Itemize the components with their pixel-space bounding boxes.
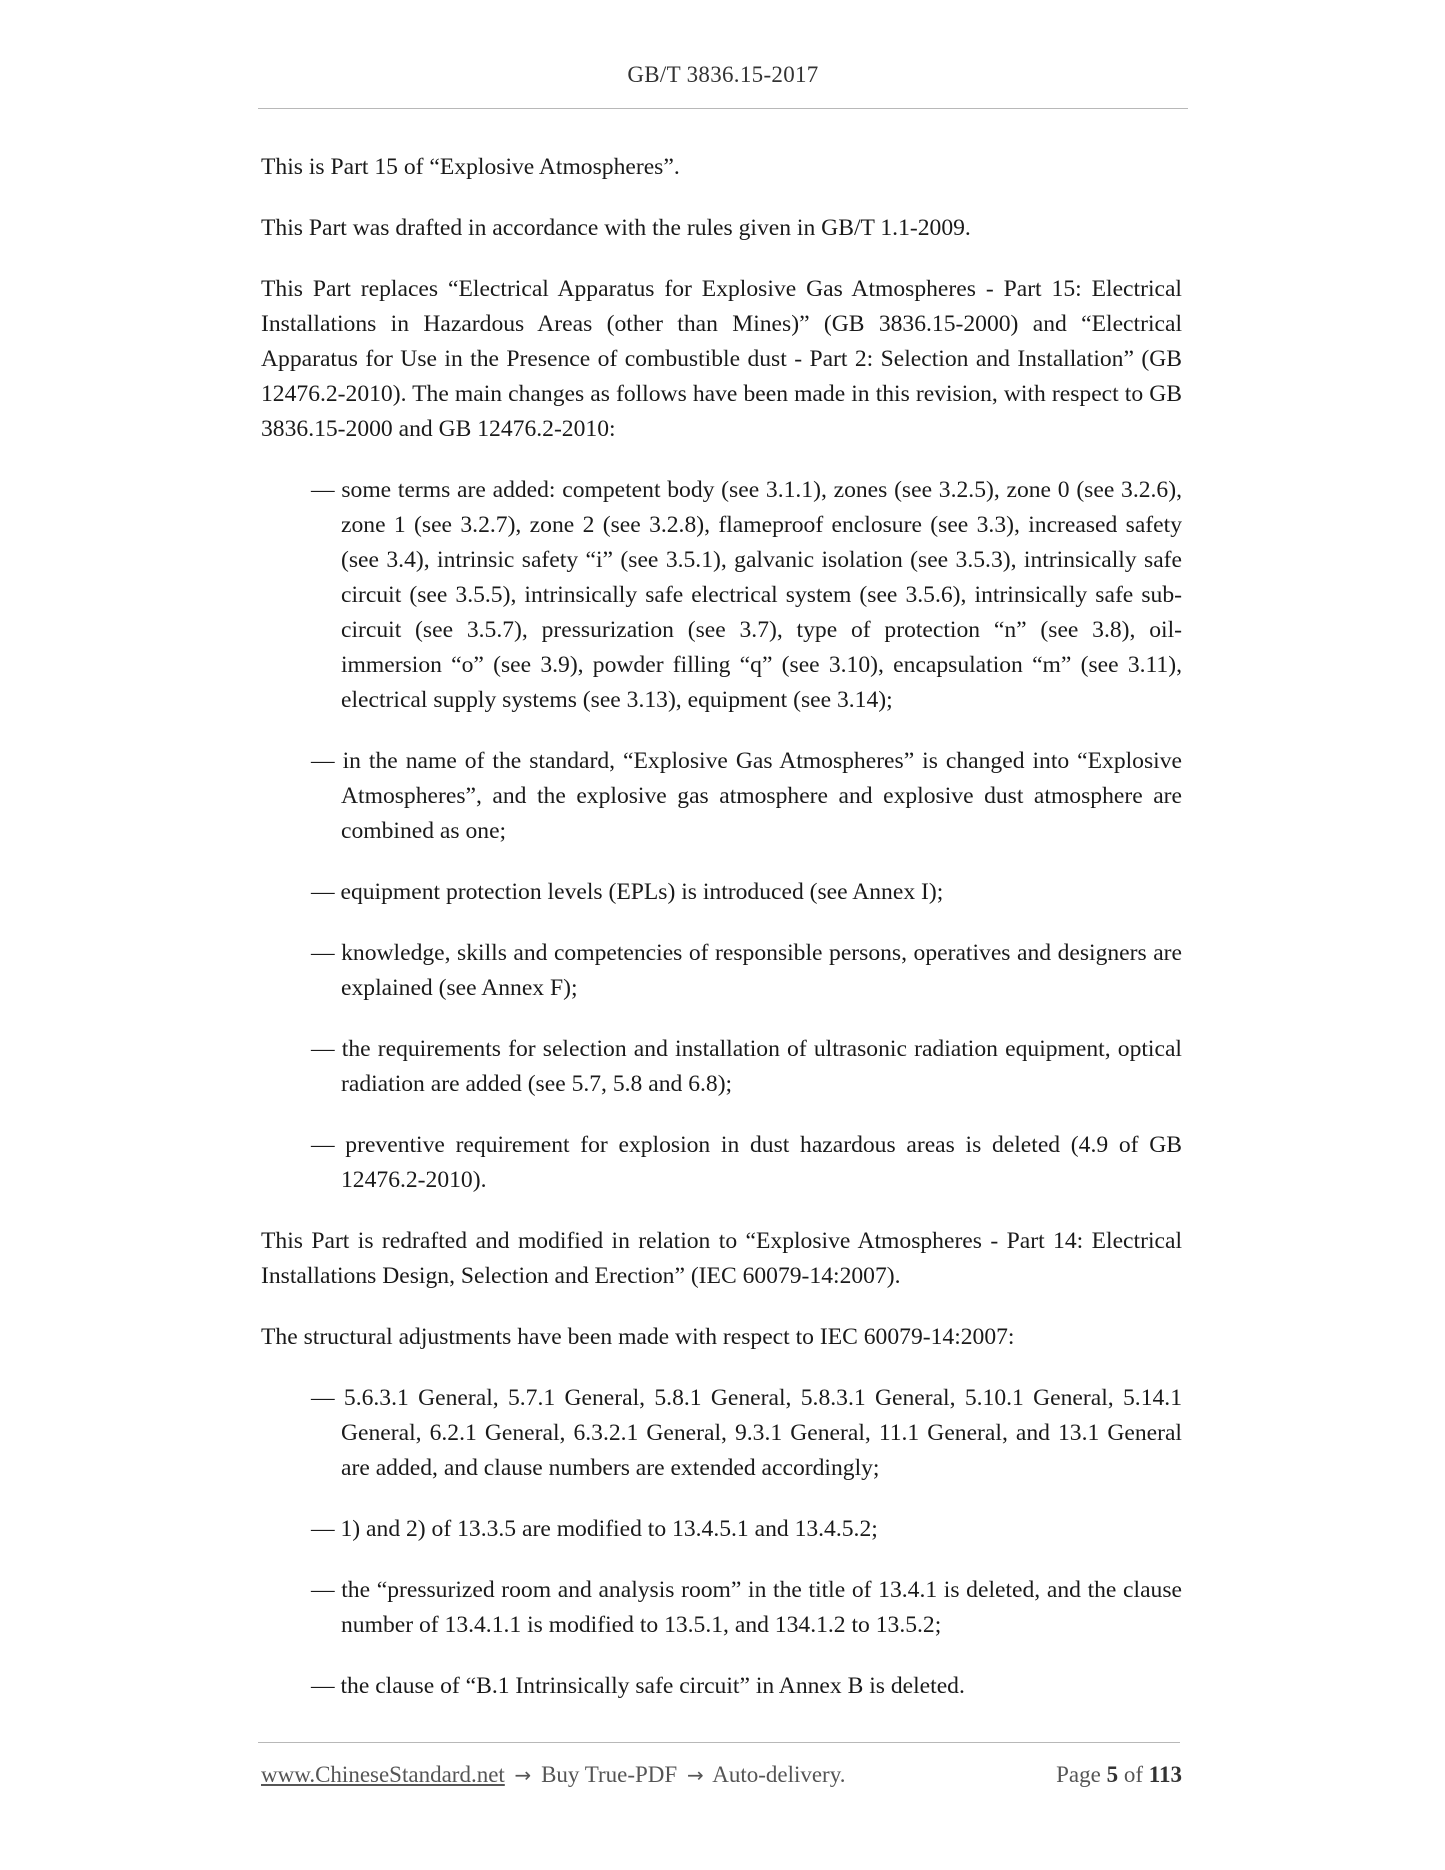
list-item: — knowledge, skills and competencies of responsible persons, operatives and designers are explained (see Annex F); bbox=[311, 940, 1182, 1001]
structural-adjustments-paragraph: The structural adjustments have been made with respect to IEC 60079-14:2007: bbox=[261, 1324, 1015, 1350]
auto-delivery-text: Auto-delivery. bbox=[712, 1762, 846, 1787]
page-of: of bbox=[1123, 1762, 1144, 1787]
list-item: — 5.6.3.1 General, 5.7.1 General, 5.8.1 General, 5.8.3.1 General, 5.10.1 General, 5.14.1 General, 6.2.1 General, 6.3.2.1 General, 9.3.1 General, 11.1 General, and 13.1 General are added, and clause numbers are extended accordingly; bbox=[311, 1385, 1182, 1481]
page-number bbox=[1056, 1762, 1182, 1788]
list-item: — the requirements for selection and installation of ultrasonic radiation equipment, optical radiation are added (see 5.7, 5.8 and 6.8); bbox=[311, 1036, 1182, 1097]
site-link[interactable]: www.ChineseStandard.net bbox=[261, 1762, 505, 1787]
list-item: — in the name of the standard, “Explosive Gas Atmospheres” is changed into “Explosive Atmospheres”, and the explosive gas atmosphere and explosive dust atmosphere are combined as one; bbox=[311, 748, 1182, 844]
page-label: Page bbox=[1056, 1762, 1101, 1787]
footer-divider bbox=[258, 1742, 1180, 1743]
intro-paragraph-drafting: This Part was drafted in accordance with the rules given in GB/T 1.1-2009. bbox=[261, 215, 971, 241]
arrow-right-icon: → bbox=[686, 1763, 704, 1787]
intro-paragraph-replaces: This Part replaces “Electrical Apparatus for Explosive Gas Atmospheres - Part 15: Electrical Installations in Hazardous Areas (other than Mines)” (GB 3836.15-2000) and “Electrical Apparatus for Use in the Presence of combustible dust - Part 2: Selection and Installation” (GB 12476.2-2010). The main changes as follows have been made in this revision, with respect to GB 3836.15-2000 and GB 12476.2-2010: bbox=[261, 276, 1182, 442]
document-body bbox=[261, 150, 1182, 1730]
list-item: — the clause of “B.1 Intrinsically safe circuit” in Annex B is deleted. bbox=[311, 1673, 965, 1699]
intro-paragraph-part: This is Part 15 of “Explosive Atmospheres”. bbox=[261, 154, 680, 180]
changes-list bbox=[261, 473, 1182, 1198]
page-total: 113 bbox=[1148, 1762, 1182, 1787]
list-item: — 1) and 2) of 13.3.5 are modified to 13.4.5.1 and 13.4.5.2; bbox=[311, 1516, 878, 1542]
arrow-right-icon: → bbox=[514, 1763, 532, 1787]
redrafted-paragraph: This Part is redrafted and modified in relation to “Explosive Atmospheres - Part 14: Electrical Installations Design, Selection and Erection” (IEC 60079-14:2007). bbox=[261, 1228, 1182, 1289]
buy-true-pdf-text: Buy True-PDF bbox=[541, 1762, 678, 1787]
list-item: — some terms are added: competent body (see 3.1.1), zones (see 3.2.5), zone 0 (see 3.2.6), zone 1 (see 3.2.7), zone 2 (see 3.2.8), flameproof enclosure (see 3.3), increased safety (see 3.4), intrinsic safety “i” (see 3.5.1), galvanic isolation (see 3.5.3), intrinsically safe circuit (see 3.5.5), intrinsically safe electrical system (see 3.5.6), intrinsically safe sub-circuit (see 3.5.7), pressurization (see 3.7), type of protection “n” (see 3.8), oil-immersion “o” (see 3.9), powder filling “q” (see 3.10), encapsulation “m” (see 3.11), electrical supply systems (see 3.13), equipment (see 3.14); bbox=[311, 477, 1182, 713]
footer-promo bbox=[261, 1762, 845, 1788]
document-header: GB/T 3836.15-2017 bbox=[627, 62, 819, 87]
list-item: — the “pressurized room and analysis room” in the title of 13.4.1 is deleted, and the clause number of 13.4.1.1 is modified to 13.5.1, and 134.1.2 to 13.5.2; bbox=[311, 1577, 1182, 1638]
list-item: — preventive requirement for explosion in dust hazardous areas is deleted (4.9 of GB 12476.2-2010). bbox=[311, 1132, 1182, 1193]
header-divider bbox=[258, 108, 1188, 109]
list-item: — equipment protection levels (EPLs) is introduced (see Annex I); bbox=[311, 879, 944, 905]
adjustments-list bbox=[261, 1381, 1182, 1704]
page-current: 5 bbox=[1106, 1762, 1119, 1787]
